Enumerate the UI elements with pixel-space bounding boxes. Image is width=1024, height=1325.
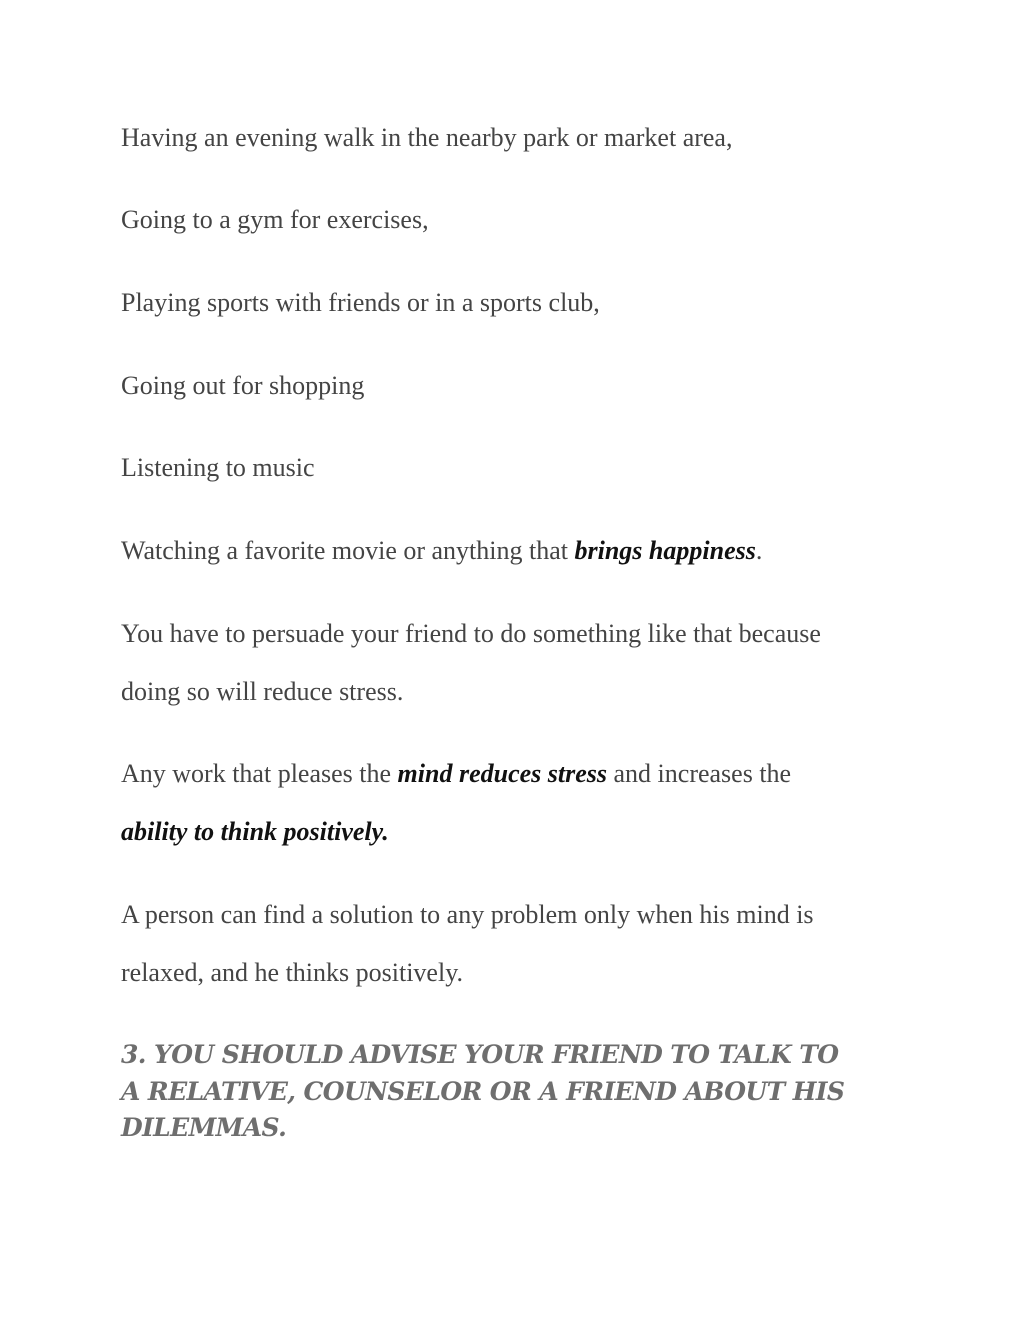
movie-text: Watching a favorite movie or anything that	[121, 536, 575, 565]
section-heading	[121, 1037, 911, 1147]
paragraph-any-work	[121, 758, 911, 874]
solution-line-2: relaxed, and he thinks positively.	[121, 958, 464, 987]
list-item-shopping: Going out for shopping	[121, 371, 365, 400]
heading-line-2: A RELATIVE, COUNSELOR OR A FRIEND ABOUT HIS	[121, 1076, 845, 1106]
emphasis-brings-happiness: brings happiness	[574, 536, 756, 565]
solution-line-1: A person can find a solution to any problem only when his mind is	[121, 900, 814, 929]
list-item-movie	[121, 535, 911, 567]
any-work-text: Any work that pleases the	[121, 759, 398, 788]
any-work-line-1	[121, 758, 911, 816]
any-work-middle: and increases the	[607, 759, 792, 788]
list-item-evening-walk: Having an evening walk in the nearby park or market area,	[121, 123, 733, 152]
list-item-music: Listening to music	[121, 453, 315, 482]
heading-line-1: 3. YOU SHOULD ADVISE YOUR FRIEND TO TALK TO	[121, 1040, 839, 1069]
list-item-sports: Playing sports with friends or in a sports club,	[121, 288, 600, 317]
movie-period: .	[755, 536, 763, 565]
emphasis-ability-to-think-positively: ability to think positively.	[121, 817, 389, 846]
persuade-line-2: doing so will reduce stress.	[121, 677, 404, 706]
emphasis-mind-reduces-stress: mind reduces stress	[397, 759, 608, 788]
persuade-line-1: You have to persuade your friend to do something like that because	[121, 619, 821, 648]
paragraph-solution	[121, 899, 911, 1015]
list-item-gym: Going to a gym for exercises,	[121, 205, 429, 234]
paragraph-persuade	[121, 618, 911, 734]
heading-line-3: DILEMMAS.	[121, 1113, 287, 1142]
